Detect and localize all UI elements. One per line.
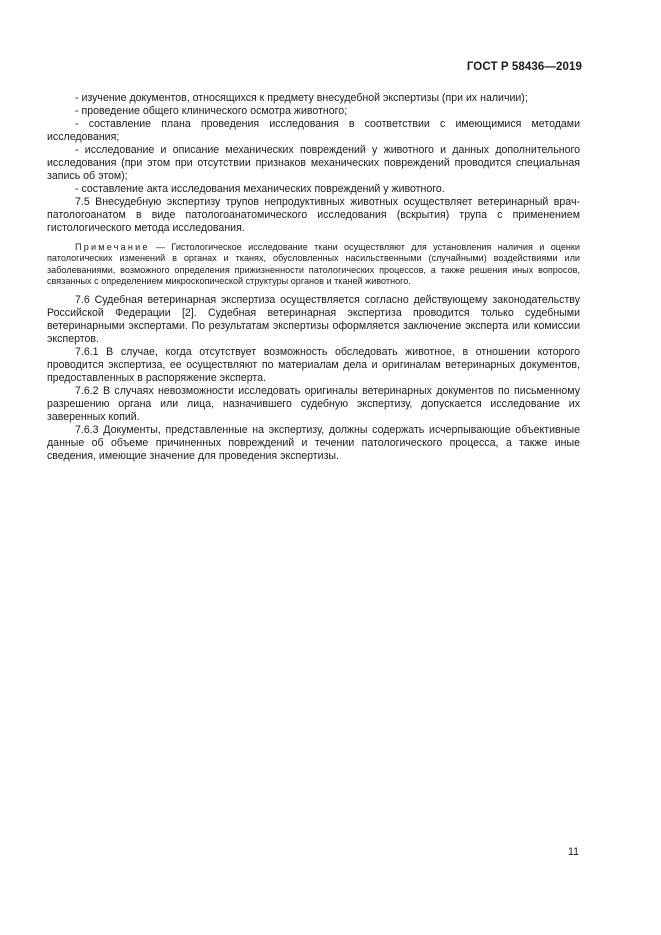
- list-item: - составление плана проведения исследования в соответствии с имеющимися методами исследования;: [47, 118, 580, 144]
- page-number: 11: [568, 846, 579, 858]
- list-item: - изучение документов, относящихся к предмету внесудебной экспертизы (при их наличии);: [75, 92, 528, 104]
- document-body: [47, 92, 580, 463]
- list-item: - проведение общего клинического осмотра животного;: [75, 105, 348, 118]
- paragraph-7-6-1: 7.6.1 В случае, когда отсутствует возможность обследовать животное, в отношении которого проводится экспертиза, ее осуществляют по материалам дела и оригиналам ветеринарных документов, предоставленных в распоряжение эксперта.: [47, 345, 580, 384]
- paragraph-7-6-3: 7.6.3 Документы, представленные на экспертизу, должны содержать исчерпывающие объективные данные об объеме причиненных повреждений и течении патологического процесса, а также иные сведения, имеющие значение для проведения экспертизы.: [47, 424, 580, 463]
- note-label: Примечание: [75, 241, 150, 252]
- paragraph-7-5: 7.5 Внесудебную экспертизу трупов непродуктивных животных осуществляет ветеринарный врач-патологоанатом в виде патологоанатомического исследования (вскрытия) трупа с применением гистологического метода исследования.: [47, 196, 580, 235]
- paragraph-7-6: 7.6 Судебная ветеринарная экспертиза осуществляется согласно действующему законодательству Российской Федерации [2]. Судебная ветеринарная экспертиза проводится только судебными ветеринарными экспертами. По результатам экспертизы оформляется заключение эксперта или комиссии экспертов.: [47, 293, 580, 345]
- list-item: - составление акта исследования механических повреждений у животного.: [75, 183, 445, 196]
- note-text: — Гистологическое исследование ткани осуществляют для установления наличия и оценки патологических изменений в органах и тканях, обусловленных насильственными (случайными) воздействиями или заболеваниями, возможного определения прижизненности патологических процессов, а также решения иных вопросов, связанных с определением микроскопической структуры органов и тканей животного.: [47, 241, 580, 287]
- paragraph-7-6-2: 7.6.2 В случаях невозможности исследовать оригиналы ветеринарных документов по письменному разрешению органа или лица, назначившего судебную экспертизу, допускается исследование их заверенных копий.: [47, 385, 580, 424]
- list-item: - исследование и описание механических повреждений у животного и данных дополнительного исследования (при этом при отсутствии признаков механических повреждений проводится специальная запись об этом);: [47, 144, 580, 183]
- document-standard-id: ГОСТ Р 58436—2019: [466, 61, 582, 73]
- note-block: [47, 242, 580, 288]
